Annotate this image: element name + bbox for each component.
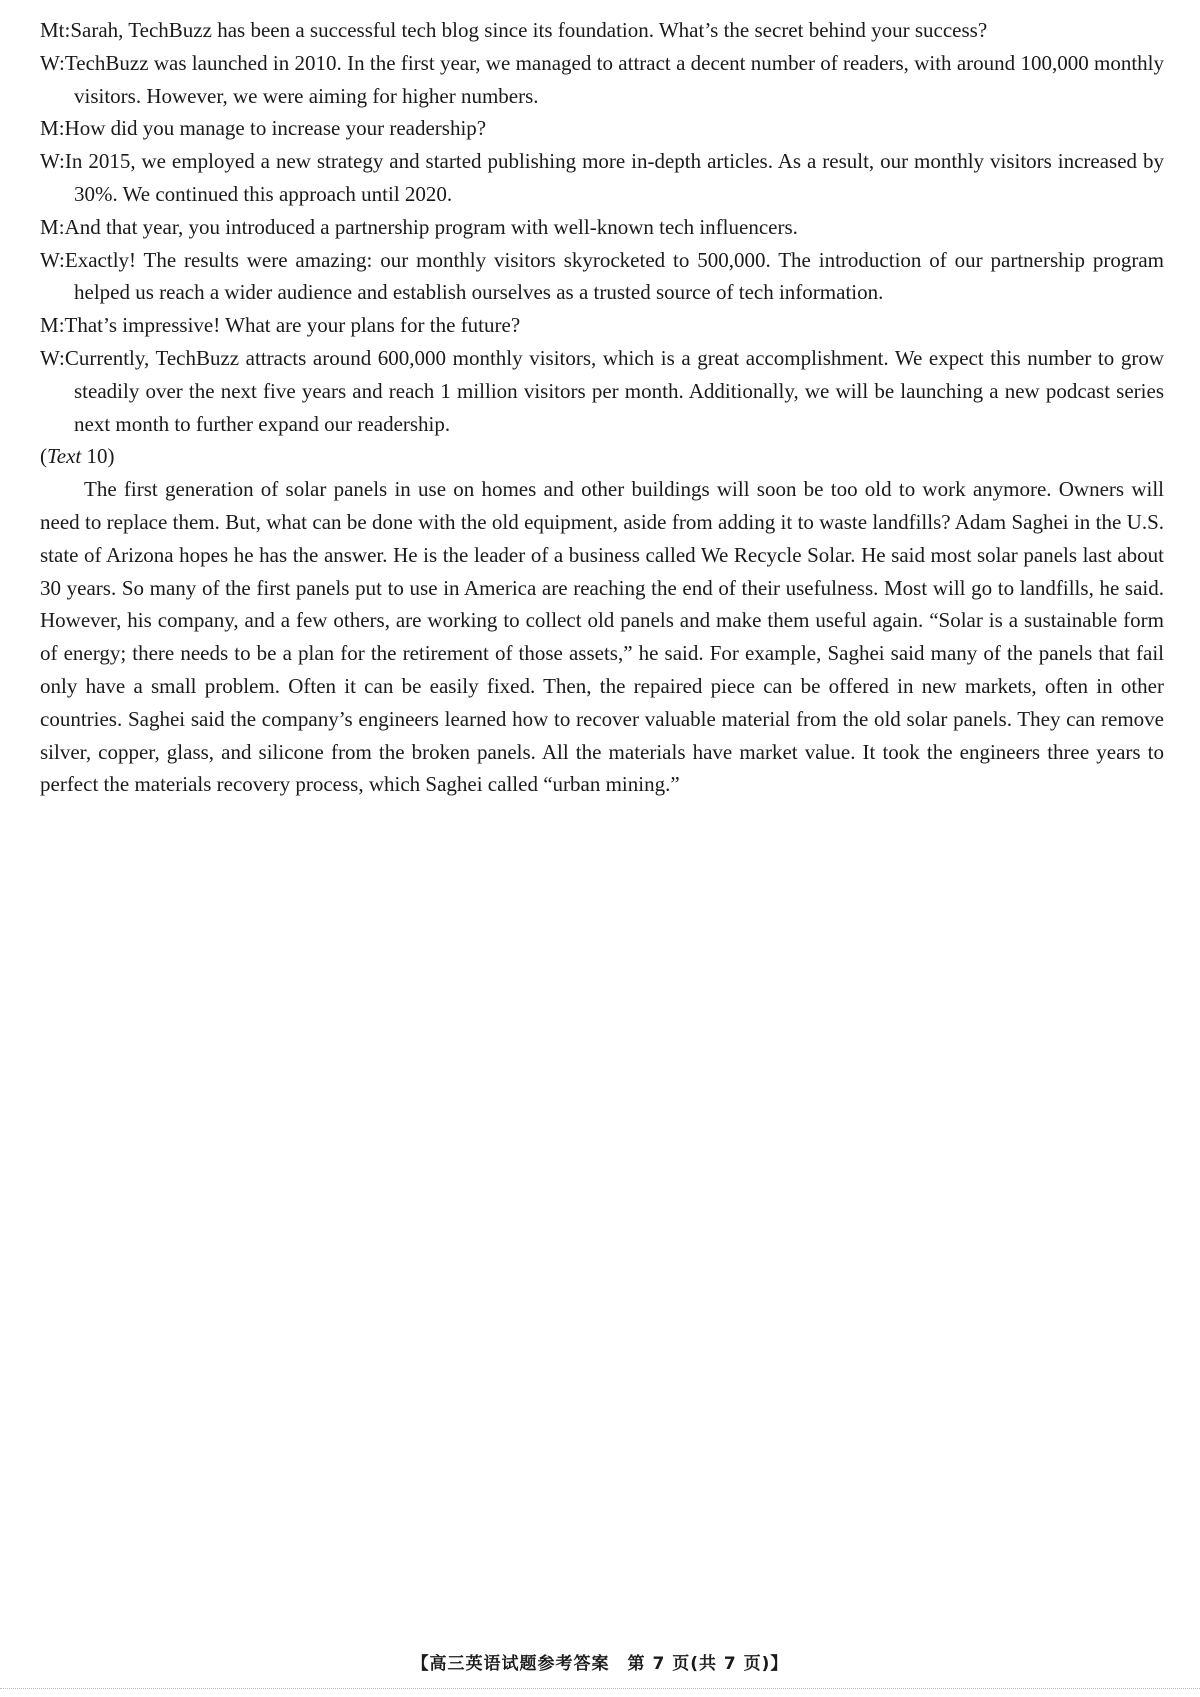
- section-label-number: 10: [86, 444, 108, 469]
- speaker-label: W: [40, 345, 60, 370]
- speaker-label: M: [40, 313, 59, 338]
- speaker-label: M: [40, 116, 59, 141]
- dialogue-line: [40, 47, 1164, 113]
- dialogue-line: [40, 211, 1164, 244]
- speaker-label: Mt: [40, 18, 65, 42]
- dialogue-line: [40, 112, 1164, 145]
- speaker-separator: :: [58, 116, 65, 141]
- speaker-separator: :: [59, 247, 65, 272]
- answer-page: [40, 14, 1164, 801]
- speaker-separator: :: [64, 18, 71, 42]
- speaker-separator: :: [59, 345, 65, 370]
- dialogue-line: [40, 342, 1164, 440]
- speaker-separator: :: [58, 313, 65, 338]
- section-label-word: Text: [47, 444, 82, 469]
- dialogue-line: [40, 244, 1164, 310]
- dialogue-line: [40, 309, 1164, 342]
- speaker-separator: :: [59, 149, 65, 174]
- utterance: That’s impressive! What are your plans for the future?: [64, 313, 521, 338]
- page-edge-divider: [0, 1688, 1200, 1692]
- utterance: In 2015, we employed a new strategy and started publishing more in-depth articles. As a result, our monthly visitors increased by 30%. We continued this approach until 2020.: [64, 149, 1164, 206]
- page-footer: 【高三英语试题参考答案 第 7 页(共 7 页)】: [411, 1654, 789, 1674]
- speaker-separator: :: [58, 214, 65, 239]
- speaker-label: W: [40, 149, 60, 174]
- utterance: Currently, TechBuzz attracts around 600,000 monthly visitors, which is a great accomplishment. We expect this number to grow steadily over the next five years and reach 1 million visitors per month. Additionally, we will be launching a new podcast series next month to further expand our readership.: [64, 345, 1164, 436]
- section-label: (Text 10): [40, 444, 115, 469]
- speaker-separator: :: [59, 50, 65, 75]
- utterance: Sarah, TechBuzz has been a successful tech blog since its foundation. What’s the secret behind your success?: [70, 18, 988, 42]
- passage-paragraph: The first generation of solar panels in use on homes and other buildings will soon be too old to work anymore. Owners will need to replace them. But, what can be done with the old equipment, aside from adding it to waste landfills? Adam Saghei in the U.S. state of Arizona hopes he has the answer. He is the leader of a business called We Recycle Solar. He said most solar panels last about 30 years. So many of the first panels put to use in America are reaching the end of their usefulness. Most will go to landfills, he said. However, his company, and a few others, are working to collect old panels and make them useful again. “Solar is a sustainable form of energy; there needs to be a plan for the retirement of those assets,” he said. For example, Saghei said many of the panels that fail only have a small problem. Often it can be easily fixed. Then, the repaired piece can be offered in new markets, often in other countries. Saghei said the company’s engineers learned how to recover valuable material from the old solar panels. They can remove silver, copper, glass, and silicone from the broken panels. All the materials have market value. It took the engineers three years to perfect the materials recovery process, which Saghei called “urban mining.”: [40, 477, 1164, 797]
- speaker-label: M: [40, 214, 59, 239]
- utterance: Exactly! The results were amazing: our monthly visitors skyrocketed to 500,000. The introduction of our partnership program helped us reach a wider audience and establish ourselves as a trusted source of tech information.: [64, 247, 1164, 305]
- utterance: TechBuzz was launched in 2010. In the first year, we managed to attract a decent number of readers, with around 100,000 monthly visitors. However, we were aiming for higher numbers.: [64, 50, 1164, 108]
- utterance: How did you manage to increase your readership?: [64, 116, 487, 141]
- utterance: And that year, you introduced a partnership program with well-known tech influencers.: [64, 214, 798, 239]
- dialogue: [40, 14, 1164, 440]
- speaker-label: W: [40, 247, 60, 272]
- dialogue-line: [40, 14, 1164, 47]
- speaker-label: W: [40, 50, 60, 75]
- dialogue-line: [40, 145, 1164, 211]
